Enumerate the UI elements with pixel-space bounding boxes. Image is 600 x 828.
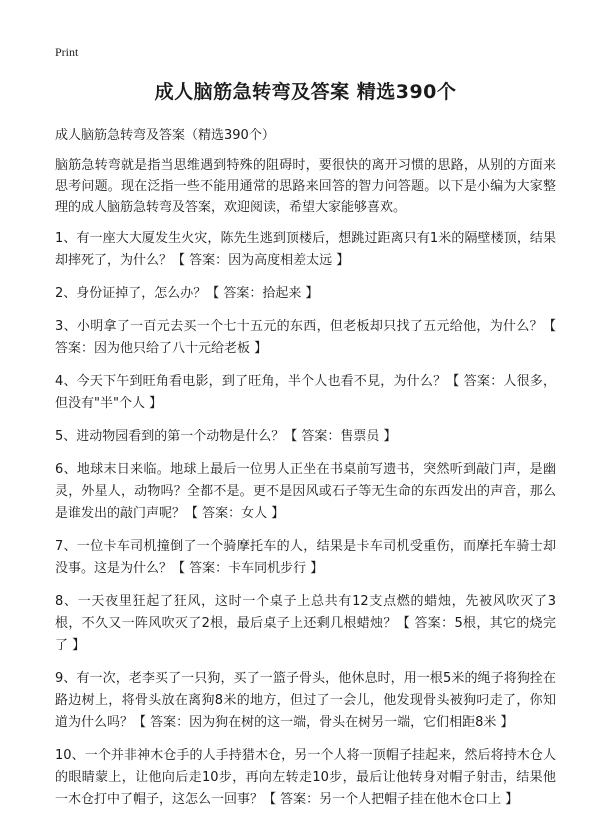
page-title: 成人脑筋急转弯及答案 精选390个: [154, 81, 457, 103]
riddle-item-7: 7、一位卡车司机撞倒了一个骑摩托车的人，结果是卡车司机受重伤，而摩托车骑士却没事。这是为什么？【 答案：卡车同机步行 】: [55, 539, 556, 576]
riddle-item-4: 4、今天下午到旺角看电影，到了旺角，半个人也看不見，为什么？【 答案：人很多，但没有"半"个人 】: [55, 374, 556, 411]
riddle-item-8: 8、一天夜里狂起了狂风，这时一个桌子上总共有12支点燃的蜡烛，先被风吹灭了3根，不久又一阵风吹灭了2根，最后桌子上还剩几根蜡烛？【 答案：5根，其它的烧完了 】: [55, 594, 556, 653]
riddle-item-3: 3、小明拿了一百元去买一个七十五元的东西，但老板却只找了五元给他，为什么？【 答案：因为他只给了八十元给老板 】: [55, 319, 556, 356]
riddle-item-1: 1、有一座大大厦发生火灾，陈先生逃到顶楼后，想跳过距离只有1米的隔壁楼顶，结果却摔死了，为什么？【 答案：因为高度相差太远 】: [55, 231, 556, 268]
riddle-item-6: 6、地球末日来临。地球上最后一位男人正坐在书桌前写遗书，突然听到敲门声，是幽灵，外星人，动物吗？全都不是。更不是因风或石子等无生命的东西发出的声音，那么是谁发出的敲门声呢？【 答案：女人 】: [55, 462, 556, 521]
riddle-item-2: 2、身份证掉了，怎么办？【 答案：拾起来 】: [55, 286, 319, 301]
print-link[interactable]: Print: [55, 45, 79, 59]
riddle-item-10: 10、一个并非神木仓手的人手持猎木仓，另一个人将一顶帽子挂起来，然后将持木仓人的眼睛蒙上，让他向后走10步，再向左转走10步，最后让他转身对帽子射击，结果他一木仓打中了帽子，这怎么一回事？【 答案：另一个人把帽子挂在他木仓口上 】: [55, 748, 556, 807]
riddle-item-9: 9、有一次，老李买了一只狗，买了一篮子骨头，他休息时，用一根5米的绳子将狗拴在路边树上，将骨头放在离狗8米的地方，但过了一会儿，他发现骨头被狗叼走了，你知道为什么吗？【 答案：因为狗在树的这一端，骨头在树另一端，它们相距8米 】: [55, 671, 556, 730]
riddle-item-5: 5、进动物园看到的第一个动物是什么？【 答案：售票员 】: [55, 429, 397, 444]
intro-paragraph: 脑筋急转弯就是指当思维遇到特殊的阻碍时，要很快的离开习惯的思路，从别的方面来思考问题。现在泛指一些不能用通常的思路来回答的智力问答题。以下是小编为大家整理的成人脑筋急转弯及答案，欢迎阅读，希望大家能够喜欢。: [55, 158, 556, 215]
article-subtitle: 成人脑筋急转弯及答案（精选390个）: [55, 128, 275, 143]
